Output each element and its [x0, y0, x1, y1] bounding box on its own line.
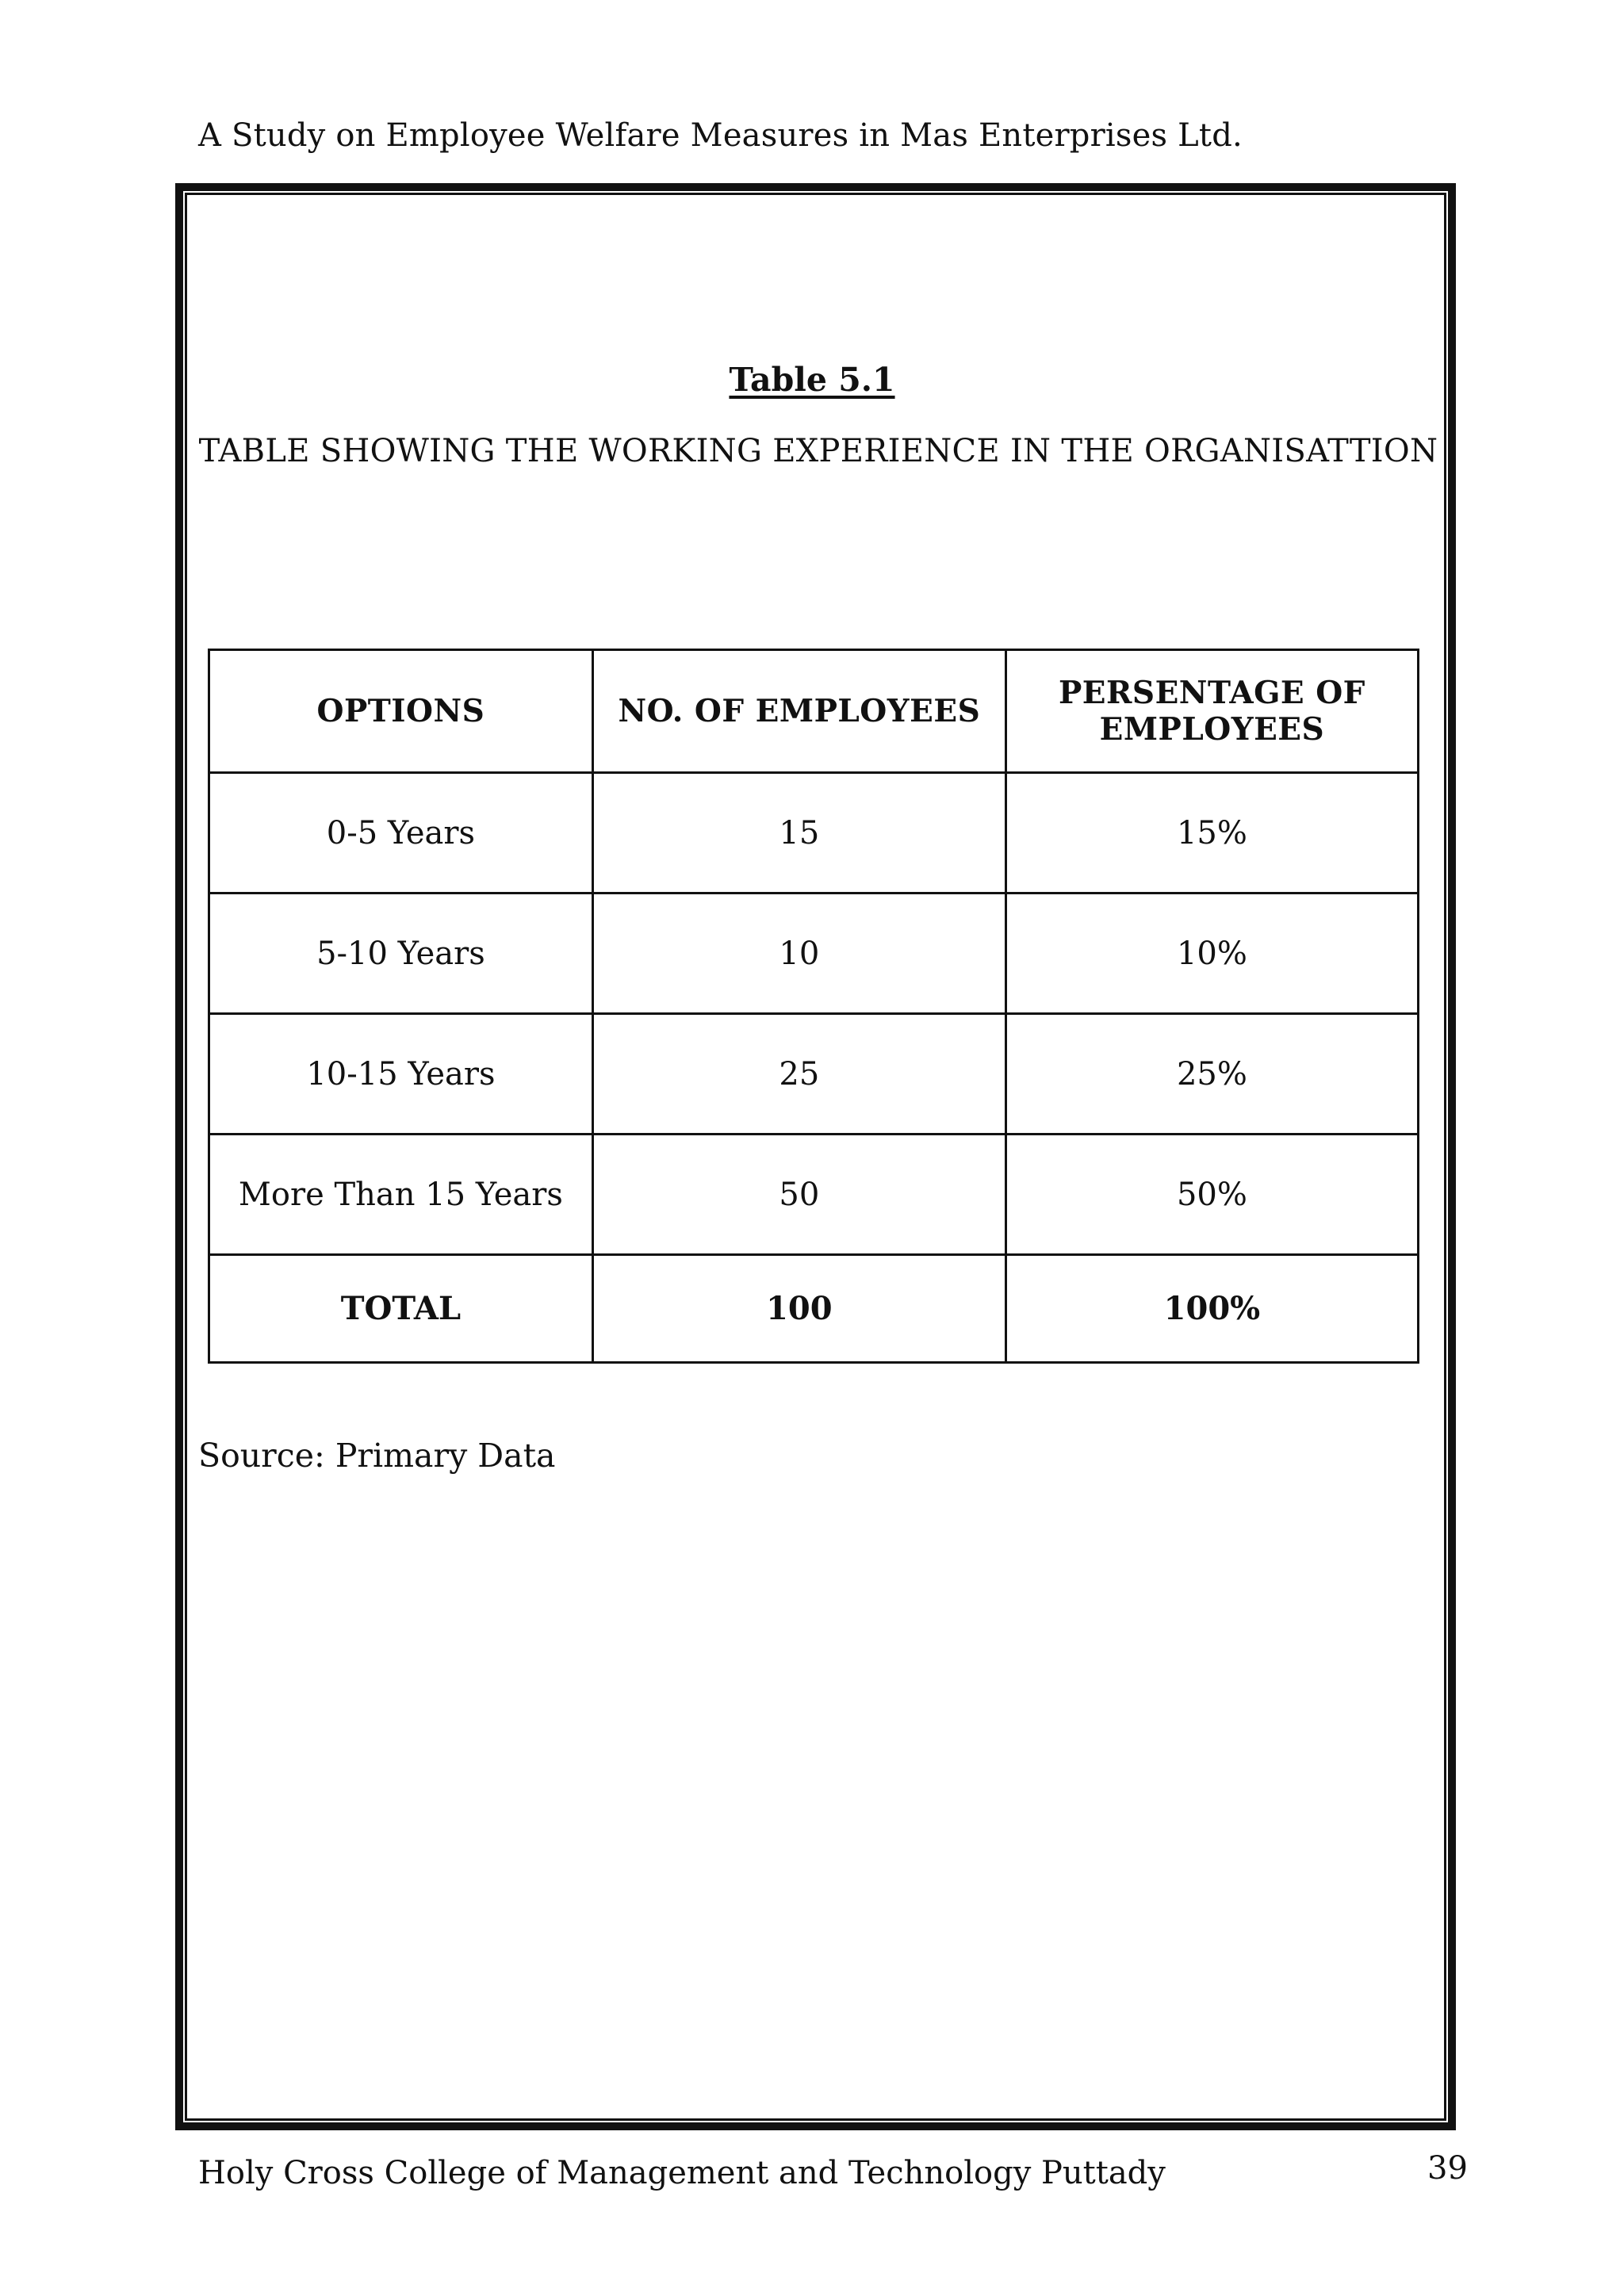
page-number: 39: [1427, 2150, 1468, 2187]
percent-cell: 15%: [1005, 773, 1418, 894]
total-percent: 100%: [1005, 1255, 1418, 1363]
count-cell: 25: [592, 1014, 1005, 1135]
footer-institution: Holy Cross College of Management and Technology Puttady: [198, 2155, 1166, 2191]
table-row: [209, 894, 1419, 1014]
percent-cell: 25%: [1005, 1014, 1418, 1135]
percent-cell: 10%: [1005, 894, 1418, 1014]
option-cell: 0-5 Years: [209, 773, 593, 894]
option-cell: 10-15 Years: [209, 1014, 593, 1135]
running-header: A Study on Employee Welfare Measures in Mas Enterprises Ltd.: [198, 117, 1243, 154]
total-label: TOTAL: [209, 1255, 593, 1363]
column-header-percentage: PERSENTAGE OF EMPLOYEES: [1005, 650, 1418, 773]
percent-cell: 50%: [1005, 1135, 1418, 1255]
total-count: 100: [592, 1255, 1005, 1363]
table-number: Table 5.1: [729, 361, 895, 399]
option-cell: 5-10 Years: [209, 894, 593, 1014]
experience-table: [208, 649, 1419, 1364]
count-cell: 10: [592, 894, 1005, 1014]
option-cell: More Than 15 Years: [209, 1135, 593, 1255]
source-note: Source: Primary Data: [198, 1437, 556, 1475]
column-header-options: OPTIONS: [209, 650, 593, 773]
count-cell: 15: [592, 773, 1005, 894]
table-header-row: [209, 650, 1419, 773]
table-row: [209, 1135, 1419, 1255]
count-cell: 50: [592, 1135, 1005, 1255]
total-row: [209, 1255, 1419, 1363]
table-caption: TABLE SHOWING THE WORKING EXPERIENCE IN THE ORGANISATTION: [198, 433, 1438, 469]
table-row: [209, 1014, 1419, 1135]
column-header-employees: NO. OF EMPLOYEES: [592, 650, 1005, 773]
table-row: [209, 773, 1419, 894]
